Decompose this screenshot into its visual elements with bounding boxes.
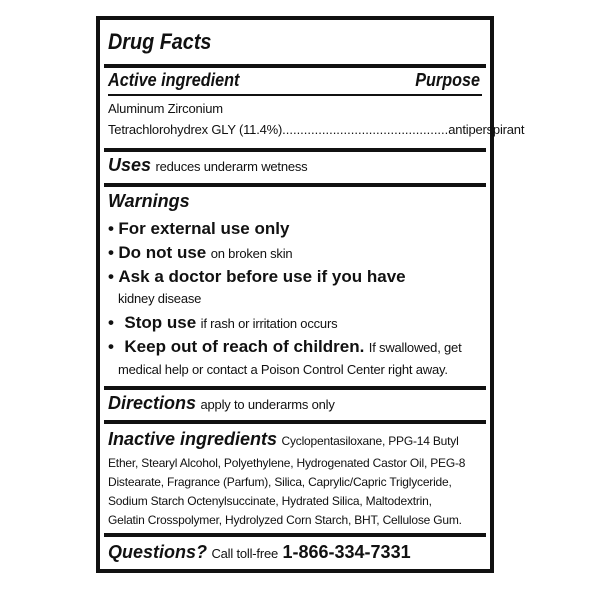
uses-divider [104,183,486,187]
bullet-icon: • [108,243,114,262]
active-line-1 [108,100,484,118]
inactive-row-3 [108,473,484,491]
bullet-icon: • [108,337,114,356]
questions-heading: Questions? [108,542,208,562]
drug-facts-panel [96,16,525,573]
active-line-2 [108,122,525,137]
warning-item-5-detail [118,361,484,379]
phone-number: 1-866-334-7331 [282,542,411,562]
warnings-heading: Warnings [108,191,190,211]
active-purpose: antiperspirant [448,122,525,137]
warning-4-text: if rash or irritation occurs [200,316,338,331]
warning-item-2 [108,243,484,263]
warning-4-bold: Stop use [124,313,197,332]
warning-item-5 [108,337,484,357]
questions-text: Call toll-free [211,546,279,561]
drug-facts-title-row [108,30,484,54]
title-divider [104,64,486,68]
warning-1-text: For external use only [118,219,290,238]
leader-dots: .............................................. [282,122,449,137]
uses-row [108,155,484,176]
uses-heading: Uses [108,155,152,175]
active-ingredient-name: Aluminum Zirconium [108,101,223,116]
inactive-row-4 [108,492,484,510]
inactive-line-3: Distearate, Fragrance (Parfum), Silica, Caprylic/Capric Triglyceride, [108,475,452,489]
inactive-heading: Inactive ingredients [108,429,278,449]
warning-5-text: If swallowed, get [368,340,462,355]
directions-heading: Directions [108,393,197,413]
warning-3-text: kidney disease [118,291,202,306]
inactive-line-2: Ether, Stearyl Alcohol, Polyethylene, Hydrogenated Castor Oil, PEG-8 [108,456,466,470]
warning-5-text-2: medical help or contact a Poison Control Center right away. [118,362,448,377]
warning-2-text: on broken skin [210,246,293,261]
active-divider [104,148,486,152]
directions-divider [104,420,486,424]
bullet-icon: • [108,313,114,332]
warning-item-3-detail [118,290,484,308]
bullet-icon: • [108,219,114,238]
inactive-line-4: Sodium Starch Octenylsuccinate, Hydrated Silica, Maltodextrin, [108,494,432,508]
active-header-rule [108,94,482,96]
inactive-row-5 [108,511,484,529]
inactive-line-5: Gelatin Crosspolymer, Hydrolyzed Corn Starch, BHT, Cellulose Gum. [108,513,462,527]
warning-item-4 [108,313,484,333]
inactive-row-2 [108,454,484,472]
drug-facts-title: Drug Facts [108,29,212,54]
directions-row [108,393,484,414]
purpose-heading: Purpose [415,70,480,90]
active-ingredient-heading: Active ingredient [108,70,240,90]
questions-row [108,542,484,563]
uses-text: reduces underarm wetness [155,159,308,174]
directions-text: apply to underarms only [200,397,335,412]
inactive-row-1 [108,429,484,450]
warning-item-3 [108,267,484,287]
inactive-line-1: Cyclopentasiloxane, PPG-14 Butyl [281,434,459,448]
warning-5-bold: Keep out of reach of children. [124,337,365,356]
active-ingredient-header [108,70,484,91]
warnings-divider [104,386,486,390]
active-ingredient-detail: Tetrachlorohydrex GLY (11.4%) [108,122,283,137]
warning-3-bold: Ask a doctor before use if you have [118,267,406,286]
warning-item-1 [108,219,484,239]
warning-2-bold: Do not use [118,243,207,262]
bullet-icon: • [108,267,114,286]
inactive-divider [104,533,486,537]
warnings-heading-row [108,191,484,212]
